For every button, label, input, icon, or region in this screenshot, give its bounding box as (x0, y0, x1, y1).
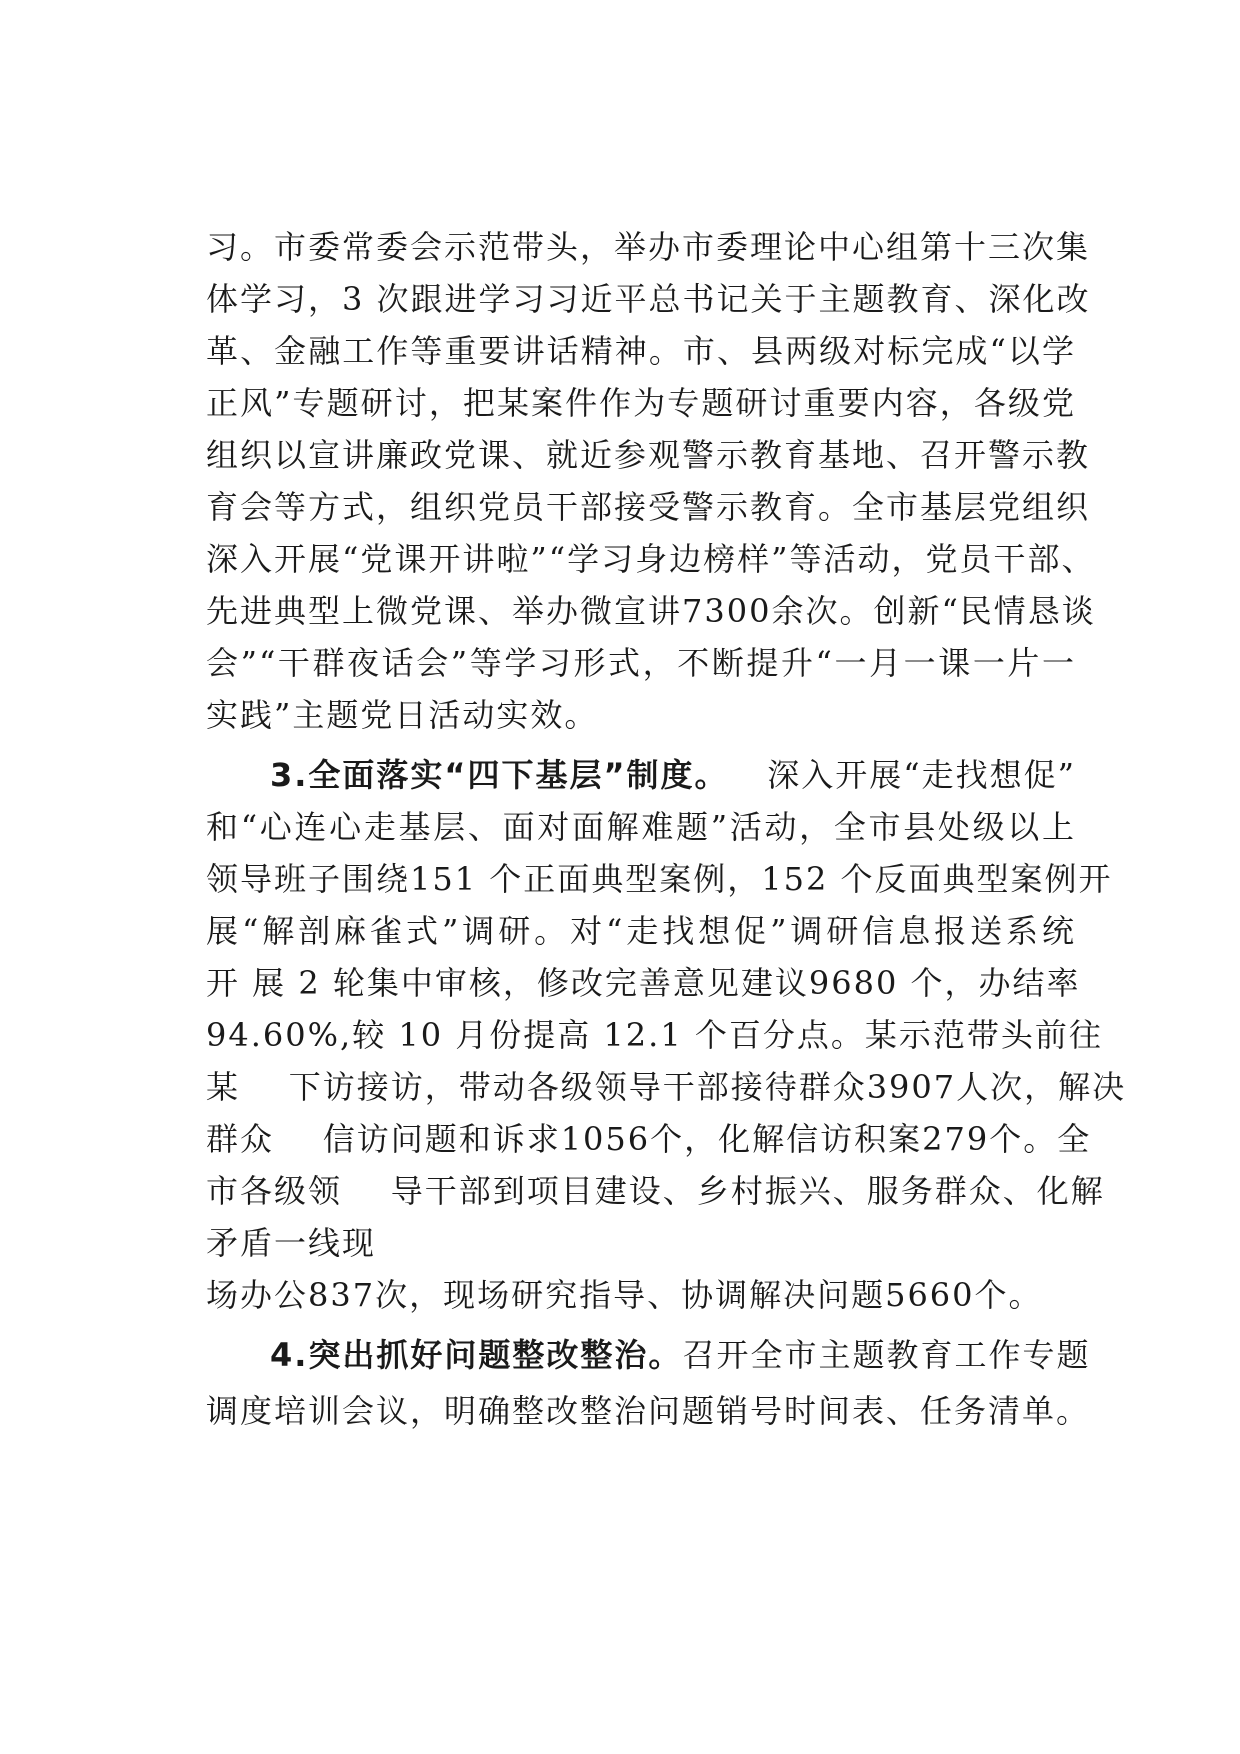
paragraph-1-line: 体学习，3 次跟进学习习近平总书记关于主题教育、深化改 (206, 280, 1091, 318)
paragraph-3-line: 调度培训会议，明确整改整治问题销号时间表、任务清单。 (206, 1392, 1091, 1430)
paragraph-3-first-line-text: 召开全市主题教育工作专题 (682, 1336, 1091, 1374)
section-3-heading: 3.全面落实“四下基层”制度。 (270, 756, 729, 794)
paragraph-2-line: 场办公837次，现场研究指导、协调解决问题5660个。 (206, 1276, 1043, 1314)
paragraph-1-line: 会”“干群夜话会”等学习形式，不断提升“一月一课一片一 (206, 644, 1076, 682)
paragraph-1-line: 深入开展“党课开讲啦”“学习身边榜样”等活动，党员干部、 (206, 540, 1096, 578)
paragraph-2-line: 市各级领 导干部到项目建设、乡村振兴、服务群众、化解 (206, 1172, 1105, 1210)
paragraph-2-first-line (270, 750, 1076, 800)
paragraph-2-line: 94.60%,较 10 月份提高 12.1 个百分点。某示范带头前往 (206, 1016, 1103, 1054)
paragraph-1-line: 实践”主题党日活动实效。 (206, 696, 599, 734)
paragraph-2-first-line-text: 深入开展“走找想促” (767, 756, 1076, 794)
paragraph-2-line: 矛盾一线现 (206, 1224, 377, 1262)
paragraph-2-line: 和“心连心走基层、面对面解难题”活动，全市县处级以上 (206, 808, 1076, 846)
paragraph-1-line: 育会等方式，组织党员干部接受警示教育。全市基层党组织 (206, 488, 1091, 526)
paragraph-2-line: 群众 信访问题和诉求1056个，化解信访积案279个。全 (206, 1120, 1092, 1158)
paragraph-2-line: 某 下访接访，带动各级领导干部接待群众3907人次，解决 (206, 1068, 1127, 1106)
paragraph-1-line: 正风”专题研讨，把某案件作为专题研讨重要内容，各级党 (206, 384, 1076, 422)
paragraph-2-line: 展“解剖麻雀式”调研。对“走找想促”调研信息报送系统 (206, 912, 1076, 950)
paragraph-1-line: 革、金融工作等重要讲话精神。市、县两级对标完成“以学 (206, 332, 1076, 370)
paragraph-1-line: 习。市委常委会示范带头，举办市委理论中心组第十三次集 (206, 228, 1091, 266)
paragraph-3-first-line (270, 1330, 1091, 1380)
paragraph-2-line: 开 展 2 轮集中审核，修改完善意见建议9680 个，办结率 (206, 964, 1081, 1002)
section-4-heading: 4.突出抓好问题整改整治。 (270, 1336, 683, 1374)
paragraph-1-line: 组织以宣讲廉政党课、就近参观警示教育基地、召开警示教 (206, 436, 1091, 474)
paragraph-2-line: 领导班子围绕151 个正面典型案例，152 个反面典型案例开 (206, 860, 1113, 898)
paragraph-1-line: 先进典型上微党课、举办微宣讲7300余次。创新“民情恳谈 (206, 592, 1096, 630)
